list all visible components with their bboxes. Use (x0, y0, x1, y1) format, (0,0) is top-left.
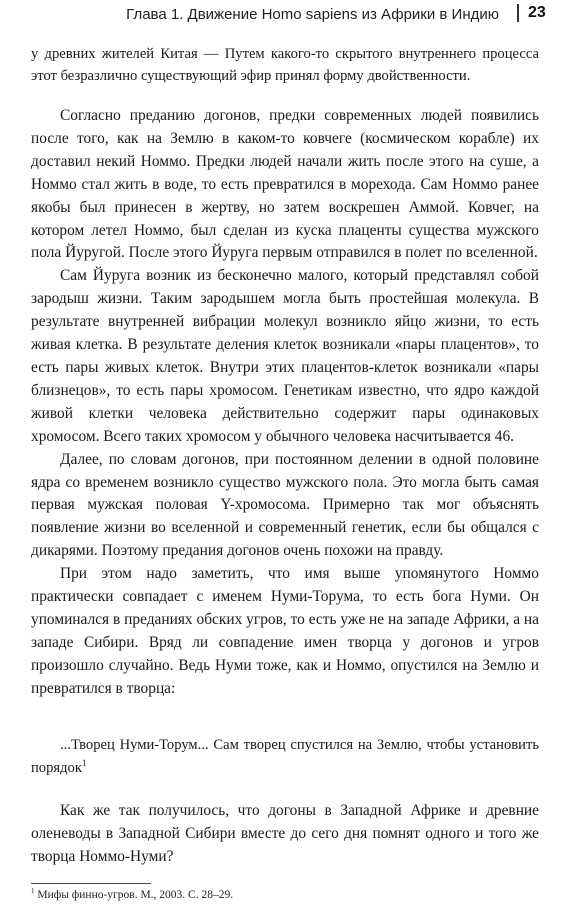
footnote (31, 888, 233, 902)
quote-text: ...Творец Нуми-Торум... Сам творец спустился на Землю, чтобы установить порядок (31, 737, 539, 776)
paragraph: Сам Йуруга возник из бесконечно малого, который представлял собой зародыш жизни. Таким зародышем могла быть простейшая молекула. В результате внутренней вибрации молекул возникло яйцо жизни, то есть живая клетка. В результате деления клеток возникали «пары плацентов», то есть пары живых клеток. Внутри этих плацентов-клеток возникали «пары близнецов», то есть пары хромосом. Генетикам известно, что ядро каждой живой клетки человека действительно содержит пары одинаковых хромосом. Всего таких хромосом у обычного человека насчитывается 46. (31, 267, 539, 445)
footnote-reference[interactable]: 1 (81, 757, 87, 768)
paragraph: Как же так получилось, что догоны в Западной Африке и древние оленеводы в Западной Сибири вместе до сего дня помнят одного и того же творца Номмо-Нуми? (31, 802, 539, 865)
running-header (0, 0, 567, 28)
chapter-title: Глава 1. Движение Homo sapiens из Африки в Индию (126, 6, 499, 23)
body-text (31, 105, 539, 701)
body-text-continuation (31, 43, 539, 87)
block-quote (31, 734, 539, 779)
paragraph: При этом надо заметить, что имя выше упомянутого Номмо практически совпадает с именем Нуми-Торума, то есть бога Нуми. Он упоминался в преданиях обских угров, то есть уже не на западе Африки, а на западе Сибири. Вряд ли совпадение имен творца у догонов и угров произошло случайно. Ведь Нуми тоже, как и Номмо, опустился на Землю и превратился в творца: (31, 565, 539, 697)
footnote-marker: 1 (31, 887, 35, 896)
header-separator (517, 4, 519, 22)
paragraph: у древних жителей Китая — Путем какого-то скрытого внутреннего процесса этот безразлично существующий эфир принял форму двойственности. (31, 46, 539, 84)
footnote-divider (31, 883, 151, 884)
footnote-text: Мифы финно-угров. М., 2003. С. 28–29. (37, 889, 234, 901)
paragraph: Согласно преданию догонов, предки современных людей появились после того, как на Землю в каком-то ковчеге (космическом корабле) их доставил некий Номмо. Предки людей начали жить после этого на суше, а Номмо стал жить в воде, то есть превратился в морехода. Сам Номмо ранее якобы был принесен в жертву, но затем воскрешен Аммой. Ковчег, на котором летел Номмо, был сделан из куска плаценты существа мужского пола Йуругой. После этого Йуруга первым отправился в полет по вселенной. (31, 107, 539, 262)
body-text-closing (31, 800, 539, 869)
paragraph: Далее, по словам догонов, при постоянном делении в одной половине ядра со временем возникло существо мужского пола. Это могла быть самая первая мужская половая Y-хромосома. Примерно так мог объяснять появление жизни во вселенной и современный генетик, если бы общался с дикарями. Поэтому предания догонов очень похожи на правду. (31, 450, 539, 560)
page-number: 23 (528, 4, 546, 21)
